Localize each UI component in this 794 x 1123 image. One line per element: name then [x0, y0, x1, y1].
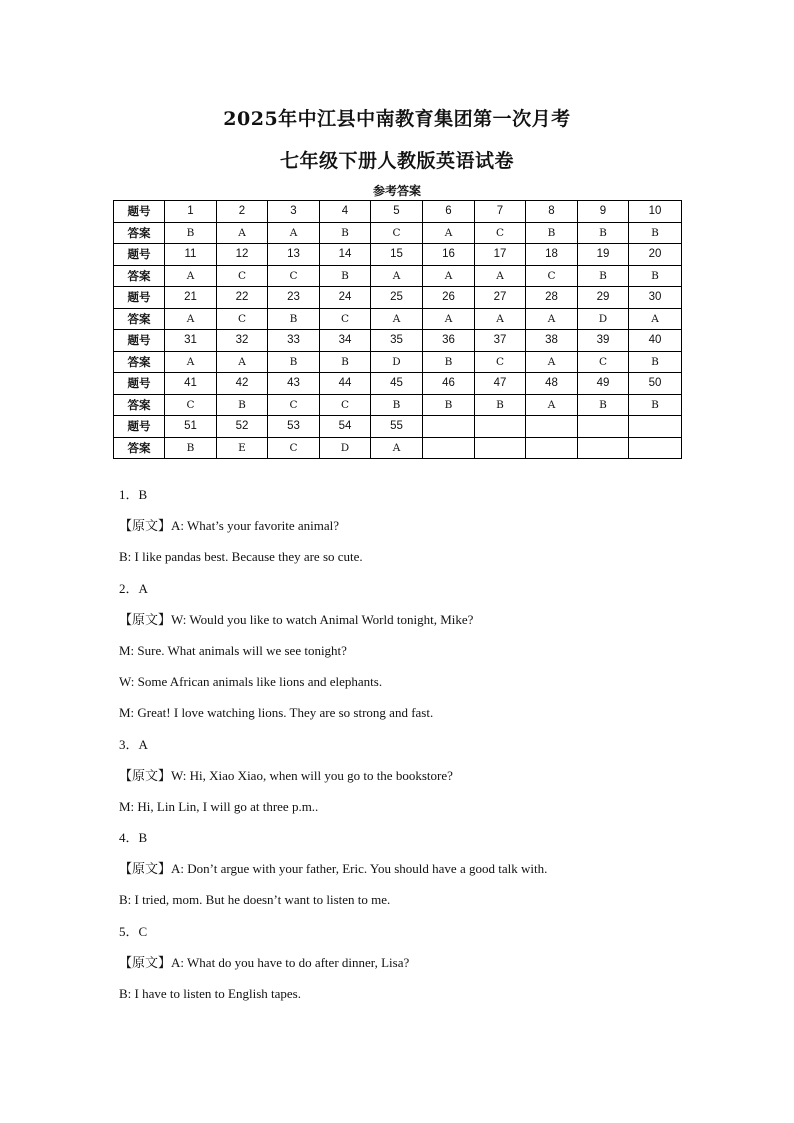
answer-cell: C — [268, 437, 320, 459]
line-text: M: Hi, Lin Lin, I will go at three p.m.. — [119, 798, 319, 814]
question-number-cell: 28 — [526, 287, 578, 309]
transcript-line — [119, 859, 719, 890]
answer-label: 答案 — [114, 351, 165, 373]
line-text: 5．C — [119, 923, 148, 939]
question-number-cell: 7 — [475, 201, 526, 223]
question-number-cell: 49 — [578, 373, 629, 395]
question-number-row — [114, 330, 682, 352]
answer-cell: A — [165, 308, 217, 330]
question-number-cell: 30 — [629, 287, 682, 309]
answer-cell: C — [268, 265, 320, 287]
transcript-line — [119, 890, 719, 921]
answer-cell — [578, 437, 629, 459]
answer-table — [113, 200, 682, 459]
answer-cell: A — [371, 308, 423, 330]
question-answer-line — [119, 922, 719, 953]
question-answer-line — [119, 735, 719, 766]
question-number-cell: 50 — [629, 373, 682, 395]
answer-cell: B — [371, 394, 423, 416]
question-number-cell: 13 — [268, 244, 320, 266]
answer-cell: A — [526, 394, 578, 416]
question-number-cell: 47 — [475, 373, 526, 395]
answer-label: 答案 — [114, 222, 165, 244]
line-text: 4．B — [119, 830, 148, 846]
question-number-cell: 18 — [526, 244, 578, 266]
transcript-line — [119, 610, 719, 641]
answer-cell: B — [475, 394, 526, 416]
answer-label: 答案 — [114, 437, 165, 459]
question-answer-line — [119, 485, 719, 516]
question-number-cell: 51 — [165, 416, 217, 438]
answer-label: 答案 — [114, 394, 165, 416]
question-number-cell: 15 — [371, 244, 423, 266]
answer-row — [114, 437, 682, 459]
answer-row — [114, 308, 682, 330]
question-number-cell — [629, 416, 682, 438]
answer-cell — [475, 437, 526, 459]
line-text: A: Don’t argue with your father, Eric. You should have a good talk with. — [171, 861, 548, 877]
line-text: A: What’s your favorite animal? — [171, 518, 339, 534]
question-number-cell: 32 — [217, 330, 268, 352]
question-number-cell: 52 — [217, 416, 268, 438]
answer-cell: C — [475, 222, 526, 244]
answer-cell: B — [165, 222, 217, 244]
answer-cell: B — [578, 265, 629, 287]
question-number-cell: 16 — [423, 244, 475, 266]
answer-cell: A — [268, 222, 320, 244]
question-number-cell: 37 — [475, 330, 526, 352]
transcript-label: 【原文】 — [119, 862, 172, 878]
question-number-cell: 9 — [578, 201, 629, 223]
question-number-cell: 54 — [320, 416, 371, 438]
question-number-cell: 14 — [320, 244, 371, 266]
question-answer-line — [119, 828, 719, 859]
answer-cell: D — [371, 351, 423, 373]
answer-cell: C — [475, 351, 526, 373]
answer-cell: B — [320, 265, 371, 287]
answer-cell: B — [526, 222, 578, 244]
question-number-row — [114, 201, 682, 223]
answer-cell: B — [629, 351, 682, 373]
line-text: M: Great! I love watching lions. They are so strong and fast. — [119, 705, 434, 721]
question-number-cell: 11 — [165, 244, 217, 266]
answer-cell: A — [526, 308, 578, 330]
transcript-line — [119, 641, 719, 672]
answer-row — [114, 394, 682, 416]
answer-cell: C — [320, 394, 371, 416]
question-number-cell: 48 — [526, 373, 578, 395]
question-number-cell: 42 — [217, 373, 268, 395]
answer-cell: C — [217, 265, 268, 287]
transcript-line — [119, 547, 719, 578]
question-number-row — [114, 373, 682, 395]
line-text: B: I like pandas best. Because they are so cute. — [119, 549, 363, 565]
answer-cell: B — [268, 308, 320, 330]
answer-row — [114, 351, 682, 373]
line-text: 1．B — [119, 487, 148, 502]
answer-cell: B — [423, 351, 475, 373]
transcript-line — [119, 766, 719, 797]
question-number-cell: 44 — [320, 373, 371, 395]
line-text: W: Some African animals like lions and elephants. — [119, 674, 383, 690]
question-number-cell: 24 — [320, 287, 371, 309]
question-number-cell: 36 — [423, 330, 475, 352]
answer-cell: B — [217, 394, 268, 416]
question-number-cell: 22 — [217, 287, 268, 309]
answer-cell: A — [423, 308, 475, 330]
question-number-cell: 31 — [165, 330, 217, 352]
transcript-line — [119, 797, 719, 828]
line-text: M: Sure. What animals will we see tonight? — [119, 642, 347, 658]
answer-cell: A — [475, 308, 526, 330]
question-number-cell: 10 — [629, 201, 682, 223]
answer-cell: A — [165, 351, 217, 373]
question-number-cell: 17 — [475, 244, 526, 266]
question-number-cell: 43 — [268, 373, 320, 395]
question-number-row — [114, 287, 682, 309]
answer-cell: A — [165, 265, 217, 287]
answer-cell: A — [629, 308, 682, 330]
answer-label: 答案 — [114, 265, 165, 287]
question-number-row — [114, 416, 682, 438]
question-number-cell: 26 — [423, 287, 475, 309]
question-number-cell: 55 — [371, 416, 423, 438]
answer-cell: A — [217, 222, 268, 244]
number-label: 题号 — [114, 373, 165, 395]
question-number-cell — [578, 416, 629, 438]
question-number-cell: 45 — [371, 373, 423, 395]
question-number-cell: 20 — [629, 244, 682, 266]
question-number-cell: 41 — [165, 373, 217, 395]
number-label: 题号 — [114, 201, 165, 223]
answer-cell: C — [320, 308, 371, 330]
number-label: 题号 — [114, 244, 165, 266]
answer-cell: A — [423, 265, 475, 287]
answer-cell: B — [165, 437, 217, 459]
question-number-cell: 35 — [371, 330, 423, 352]
number-label: 题号 — [114, 416, 165, 438]
question-number-cell: 8 — [526, 201, 578, 223]
answer-row — [114, 222, 682, 244]
answer-cell: A — [475, 265, 526, 287]
answer-cell: D — [320, 437, 371, 459]
question-number-cell: 27 — [475, 287, 526, 309]
transcript-line — [119, 672, 719, 703]
question-number-cell: 21 — [165, 287, 217, 309]
line-text: 2．A — [119, 580, 148, 596]
question-number-cell: 3 — [268, 201, 320, 223]
line-text: 3．A — [119, 736, 148, 752]
question-number-cell: 29 — [578, 287, 629, 309]
question-number-cell: 5 — [371, 201, 423, 223]
answer-cell: B — [629, 394, 682, 416]
question-number-cell: 19 — [578, 244, 629, 266]
answer-cell: A — [217, 351, 268, 373]
answer-cell: C — [578, 351, 629, 373]
answer-cell: A — [371, 265, 423, 287]
line-text: W: Hi, Xiao Xiao, when will you go to the bookstore? — [171, 767, 453, 783]
answer-label: 答案 — [114, 308, 165, 330]
answer-key-heading: 参考答案 — [372, 184, 421, 198]
answer-cell: B — [629, 265, 682, 287]
page-subtitle: 七年级下册人教版英语试卷 — [279, 150, 514, 172]
answer-cell — [526, 437, 578, 459]
line-text: B: I tried, mom. But he doesn’t want to listen to me. — [119, 892, 391, 908]
transcript-line — [119, 984, 719, 1015]
answer-cell: B — [578, 222, 629, 244]
question-number-cell: 4 — [320, 201, 371, 223]
line-text: W: Would you like to watch Animal World tonight, Mike? — [171, 611, 474, 627]
answer-cell — [423, 437, 475, 459]
transcript-label: 【原文】 — [119, 612, 172, 628]
answer-cell: C — [165, 394, 217, 416]
question-number-cell: 40 — [629, 330, 682, 352]
answer-cell: B — [578, 394, 629, 416]
line-text: B: I have to listen to English tapes. — [119, 986, 301, 1001]
answer-cell: A — [371, 437, 423, 459]
transcript-line — [119, 703, 719, 734]
answer-cell — [629, 437, 682, 459]
transcript-line — [119, 953, 719, 984]
answer-cell: E — [217, 437, 268, 459]
answer-cell: B — [320, 222, 371, 244]
answer-cell: C — [371, 222, 423, 244]
answer-cell: B — [268, 351, 320, 373]
question-number-cell: 1 — [165, 201, 217, 223]
question-number-cell: 12 — [217, 244, 268, 266]
transcript-label: 【原文】 — [119, 768, 172, 784]
transcript-label: 【原文】 — [119, 519, 172, 535]
question-number-cell: 6 — [423, 201, 475, 223]
question-number-cell — [526, 416, 578, 438]
transcript-line — [119, 516, 719, 547]
answer-cell: C — [217, 308, 268, 330]
question-number-cell: 2 — [217, 201, 268, 223]
number-label: 题号 — [114, 287, 165, 309]
page-title: 2025年中江县中南教育集团第一次月考 — [223, 108, 571, 130]
answer-cell: A — [526, 351, 578, 373]
answer-cell: B — [423, 394, 475, 416]
question-number-cell: 25 — [371, 287, 423, 309]
question-number-cell: 38 — [526, 330, 578, 352]
answer-cell: B — [320, 351, 371, 373]
answer-cell: A — [423, 222, 475, 244]
question-number-cell: 33 — [268, 330, 320, 352]
question-number-cell: 46 — [423, 373, 475, 395]
explanation-section — [119, 485, 719, 1015]
question-answer-line — [119, 579, 719, 610]
number-label: 题号 — [114, 330, 165, 352]
question-number-cell: 23 — [268, 287, 320, 309]
answer-cell: C — [526, 265, 578, 287]
question-number-cell — [423, 416, 475, 438]
question-number-row — [114, 244, 682, 266]
transcript-label: 【原文】 — [119, 955, 172, 971]
question-number-cell: 34 — [320, 330, 371, 352]
question-number-cell: 53 — [268, 416, 320, 438]
answer-cell: B — [629, 222, 682, 244]
answer-cell: D — [578, 308, 629, 330]
question-number-cell: 39 — [578, 330, 629, 352]
answer-cell: C — [268, 394, 320, 416]
answer-row — [114, 265, 682, 287]
question-number-cell — [475, 416, 526, 438]
line-text: A: What do you have to do after dinner, Lisa? — [171, 954, 410, 970]
